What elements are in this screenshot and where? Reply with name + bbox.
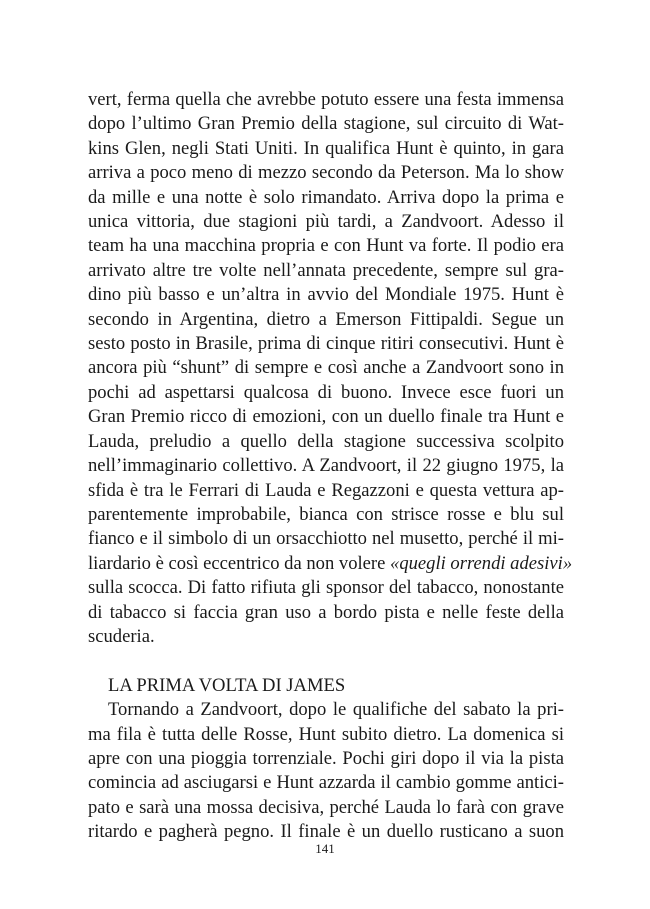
text-line: ma fila è tutta delle Rosse, Hunt subito dietro. La domenica si	[88, 723, 564, 745]
text-line: fianco e il simbolo di un orsacchiotto nel musetto, perché il mi-	[88, 528, 564, 550]
text-line: Gran Premio ricco di emozioni, con un duello finale tra Hunt e	[88, 406, 564, 428]
paragraph-2	[88, 698, 564, 844]
text-line: comincia ad asciugarsi e Hunt azzarda il cambio gomme antici-	[88, 772, 564, 794]
text-line: Lauda, preludio a quello della stagione successiva scolpito	[88, 430, 564, 452]
text-line: sesto posto in Brasile, prima di cinque ritiri consecutivi. Hunt è	[88, 333, 564, 355]
paragraph-1	[88, 88, 573, 649]
text-line: apre con una pioggia torrenziale. Pochi giri dopo il via la pista	[88, 747, 564, 769]
book-page	[88, 88, 573, 845]
line-text: liardario è così eccentrico da non volere	[88, 552, 391, 574]
text-line: parentemente improbabile, bianca con strisce rosse e blu sul	[88, 503, 564, 525]
section-heading: LA PRIMA VOLTA DI JAMES	[108, 674, 346, 696]
text-line: dino più basso e un’altra in avvio del Mondiale 1975. Hunt è	[88, 284, 564, 306]
text-line: arriva a poco meno di mezzo secondo da Peterson. Ma lo show	[88, 162, 564, 184]
text-line: ancora più “shunt” di sempre e così anche a Zandvoort sono in	[88, 357, 564, 379]
text-line: scuderia.	[88, 625, 155, 647]
italic-quote: «quegli orrendi adesivi»	[390, 552, 573, 574]
text-line: arrivato altre tre volte nell’annata precedente, sempre sul gra-	[88, 259, 564, 281]
text-line: pochi ad aspettarsi qualcosa di buono. Invece esce fuori un	[88, 381, 564, 403]
text-line: ritardo e pagherà pegno. Il finale è un duello rusticano a suon	[88, 821, 564, 843]
text-line: da mille e una notte è solo rimandato. Arriva dopo la prima e	[88, 186, 564, 208]
text-line: Tornando a Zandvoort, dopo le qualifiche del sabato la pri-	[108, 699, 564, 721]
text-line: secondo in Argentina, dietro a Emerson Fittipaldi. Segue un	[88, 308, 564, 330]
text-line: sulla scocca. Di fatto rifiuta gli sponsor del tabacco, nonostante	[88, 577, 564, 599]
text-line: team ha una macchina propria e con Hunt va forte. Il podio era	[88, 235, 564, 257]
text-line: dopo l’ultimo Gran Premio della stagione, sul circuito di Wat-	[88, 113, 564, 135]
text-line: unica vittoria, due stagioni più tardi, a Zandvoort. Adesso il	[88, 211, 564, 233]
text-line-with-quote	[88, 552, 573, 576]
text-line: pato e sarà una mossa decisiva, perché Lauda lo farà con grave	[88, 796, 564, 818]
text-line: di tabacco si faccia gran uso a bordo pista e nelle feste della	[88, 601, 564, 623]
page-number: 141	[315, 841, 335, 856]
text-line: kins Glen, negli Stati Uniti. In qualifica Hunt è quinto, in gara	[88, 137, 564, 159]
text-line: sfida è tra le Ferrari di Lauda e Regazzoni e questa vettura ap-	[88, 479, 564, 501]
text-line: nell’immaginario collettivo. A Zandvoort, il 22 giugno 1975, la	[88, 455, 564, 477]
text-line: vert, ferma quella che avrebbe potuto essere una festa immensa	[88, 89, 564, 110]
